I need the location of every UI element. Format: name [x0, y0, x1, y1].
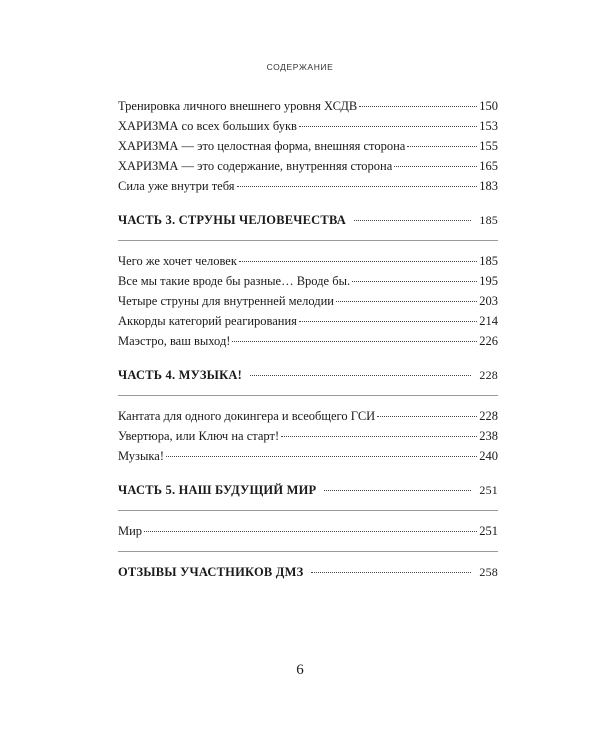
spacer: [118, 396, 498, 406]
dot-leader: [299, 321, 477, 322]
dot-leader: [352, 281, 477, 282]
toc-entry[interactable]: [118, 136, 498, 156]
spacer: [118, 511, 498, 521]
dot-leader: [299, 126, 477, 127]
toc-entry[interactable]: [118, 176, 498, 196]
spacer: [118, 466, 498, 480]
toc-entry[interactable]: [118, 291, 498, 311]
toc-entry-title: Увертюра, или Ключ на старт!: [118, 429, 280, 443]
toc-entry[interactable]: [118, 426, 498, 446]
toc-entry-page: 153: [479, 119, 498, 133]
toc-entry[interactable]: [118, 446, 498, 466]
toc-entry-title: Аккорды категорий реагирования: [118, 314, 297, 328]
spacer: [118, 500, 498, 510]
dot-leader: [336, 301, 477, 302]
spacer: [118, 541, 498, 551]
toc-entry-page: 203: [479, 294, 498, 308]
toc-part-title: ОТЗЫВЫ УЧАСТНИКОВ ДМЗ: [118, 565, 304, 579]
toc-part-page: 228: [479, 368, 498, 382]
dot-leader: [237, 186, 478, 187]
dot-leader: [407, 146, 477, 147]
toc-part-page: 251: [479, 483, 498, 497]
toc-entry[interactable]: [118, 116, 498, 136]
toc-part-title: ЧАСТЬ 3. СТРУНЫ ЧЕЛОВЕЧЕСТВА: [118, 213, 346, 227]
toc-entry-page: 183: [479, 179, 498, 193]
toc-part-heading[interactable]: [118, 210, 498, 230]
dot-leader: [394, 166, 477, 167]
spacer: [118, 230, 498, 240]
toc-entry-page: 240: [479, 449, 498, 463]
toc-entry-title: ХАРИЗМА со всех больших букв: [118, 119, 297, 133]
toc-entry-title: Чего же хочет человек: [118, 254, 237, 268]
toc-entry[interactable]: [118, 331, 498, 351]
toc-entry-title: Маэстро, ваш выход!: [118, 334, 231, 348]
toc-part-page: 258: [479, 565, 498, 579]
toc-entry-title: Мир: [118, 524, 143, 538]
dot-leader: [250, 375, 471, 376]
toc-part-page: 185: [479, 213, 498, 227]
toc-part-heading[interactable]: [118, 365, 498, 385]
spacer: [118, 351, 498, 365]
toc-entry[interactable]: [118, 521, 498, 541]
spacer: [118, 241, 498, 251]
toc-entry-page: 251: [479, 524, 498, 538]
toc-entry-page: 238: [479, 429, 498, 443]
toc-entry-page: 165: [479, 159, 498, 173]
toc-entry[interactable]: [118, 96, 498, 116]
dot-leader: [359, 106, 477, 107]
toc-entry[interactable]: [118, 251, 498, 271]
toc-part-title: ЧАСТЬ 5. НАШ БУДУЩИЙ МИР: [118, 483, 317, 497]
running-head: СОДЕРЖАНИЕ: [266, 62, 334, 72]
toc-entry-title: Все мы такие вроде бы разные… Вроде бы.: [118, 274, 351, 288]
dot-leader: [311, 572, 471, 573]
toc-part-heading[interactable]: [118, 480, 498, 500]
toc-entry[interactable]: [118, 311, 498, 331]
dot-leader: [144, 531, 477, 532]
toc-entry[interactable]: [118, 156, 498, 176]
spacer: [118, 385, 498, 395]
dot-leader: [281, 436, 477, 437]
spacer: [118, 552, 498, 562]
dot-leader: [324, 490, 471, 491]
toc-entry-page: 155: [479, 139, 498, 153]
toc-entry-title: Четыре струны для внутренней мелодии: [118, 294, 334, 308]
toc-entry-title: ХАРИЗМА — это целостная форма, внешняя сторона: [118, 139, 406, 153]
spacer: [118, 196, 498, 210]
toc-entry-title: Кантата для одного докингера и всеобщего ГСИ: [118, 409, 376, 423]
dot-leader: [166, 456, 477, 457]
toc-entry-title: Музыка!: [118, 449, 164, 463]
toc-entry-page: 150: [479, 99, 498, 113]
page-number: 6: [296, 662, 304, 678]
toc-entry-title: ХАРИЗМА — это содержание, внутренняя сторона: [118, 159, 393, 173]
dot-leader: [232, 341, 477, 342]
toc-entry-page: 214: [479, 314, 498, 328]
table-of-contents: [118, 96, 498, 582]
toc-entry-page: 226: [479, 334, 498, 348]
toc-entry[interactable]: [118, 406, 498, 426]
dot-leader: [354, 220, 471, 221]
dot-leader: [239, 261, 477, 262]
toc-entry-page: 228: [479, 409, 498, 423]
dot-leader: [377, 416, 477, 417]
toc-entry-page: 195: [479, 274, 498, 288]
toc-entry-page: 185: [479, 254, 498, 268]
toc-entry[interactable]: [118, 271, 498, 291]
toc-entry-title: Сила уже внутри тебя: [118, 179, 235, 193]
toc-entry-title: Тренировка личного внешнего уровня ХСДВ: [118, 99, 358, 113]
toc-part-title: ЧАСТЬ 4. МУЗЫКА!: [118, 368, 242, 382]
toc-part-heading[interactable]: [118, 562, 498, 582]
